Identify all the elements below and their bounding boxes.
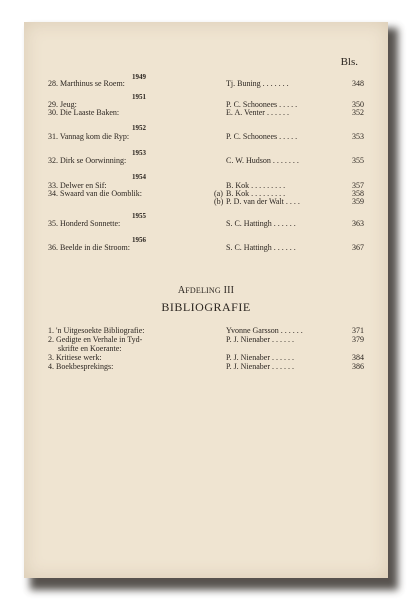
entry-author: C. W. Hudson . . . . . . .	[226, 156, 299, 165]
page-column-header: Bls.	[340, 56, 358, 68]
entry-page: 348	[352, 79, 364, 88]
entry-page: 350	[352, 100, 364, 109]
entry-title: 2. Gedigte en Verhale in Tyd-	[48, 335, 143, 344]
entry-title: 28. Marthinus se Roem:	[48, 79, 125, 88]
entry-page: 363	[352, 219, 364, 228]
entry-title: 32. Dirk se Oorwinning:	[48, 156, 127, 165]
entry-page: 352	[352, 108, 364, 117]
toc-entry	[48, 79, 364, 89]
entry-part-marker: (a)	[214, 189, 223, 198]
entry-title: 30. Die Laaste Baken:	[48, 108, 120, 117]
entry-author: P. J. Nienaber . . . . . .	[226, 353, 294, 362]
year-heading: 1951	[132, 93, 146, 101]
toc-entry	[48, 219, 364, 229]
entry-title: 36. Beelde in die Stroom:	[48, 243, 130, 252]
entry-author: Tj. Buning . . . . . . .	[226, 79, 289, 88]
entry-title: 1. 'n Uitgesoekte Bibliografie:	[48, 326, 145, 335]
entry-author: P. C. Schoonees . . . . .	[226, 132, 298, 141]
entry-author: E. A. Venter . . . . . .	[226, 108, 289, 117]
entry-title: 4. Boekbesprekings:	[48, 362, 114, 371]
entry-title: 3. Kritiese werk:	[48, 353, 102, 362]
toc-entry	[48, 108, 364, 118]
entry-page: 371	[352, 326, 364, 335]
year-heading: 1955	[132, 212, 146, 220]
entry-author: P. J. Nienaber . . . . . .	[226, 335, 294, 344]
entry-author: P. D. van der Walt . . . .	[226, 197, 300, 206]
entry-title: skrifte en Koerante:	[58, 344, 122, 353]
toc-entry	[48, 243, 364, 253]
entry-title: 35. Honderd Sonnette:	[48, 219, 121, 228]
section-title: BIBLIOGRAFIE	[161, 300, 251, 314]
entry-author: Yvonne Garsson . . . . . .	[226, 326, 303, 335]
entry-page: 386	[352, 362, 364, 371]
entry-page: 359	[352, 197, 364, 206]
section-label: AFDELING III	[177, 285, 235, 296]
entry-author: P. J. Nienaber . . . . . .	[226, 362, 294, 371]
entry-author: S. C. Hattingh . . . . . .	[226, 219, 296, 228]
year-heading: 1949	[132, 73, 146, 81]
toc-entry	[48, 156, 364, 166]
entry-page: 384	[352, 353, 364, 362]
entry-title: 34. Swaard van die Oomblik:	[48, 189, 142, 198]
toc-entry	[48, 132, 364, 142]
entry-title: 29. Jeug:	[48, 100, 77, 109]
year-heading: 1954	[132, 173, 146, 181]
toc-entry	[48, 197, 364, 207]
year-heading: 1956	[132, 236, 146, 244]
entry-page: 357	[352, 181, 364, 190]
entry-page: 355	[352, 156, 364, 165]
entry-page: 358	[352, 189, 364, 198]
year-heading: 1952	[132, 124, 146, 132]
entry-page: 353	[352, 132, 364, 141]
entry-title: 33. Delwer en Sif:	[48, 181, 107, 190]
entry-page: 367	[352, 243, 364, 252]
year-heading: 1953	[132, 149, 146, 157]
entry-page: 379	[352, 335, 364, 344]
entry-author: B. Kok . . . . . . . . .	[226, 189, 286, 198]
entry-author: S. C. Hattingh . . . . . .	[226, 243, 296, 252]
entry-part-marker: (b)	[214, 197, 224, 206]
entry-author: B. Kok . . . . . . . . .	[226, 181, 286, 190]
entry-title: 31. Vannag kom die Ryp:	[48, 132, 130, 141]
entry-author: P. C. Schoonees . . . . .	[226, 100, 298, 109]
book-page	[24, 22, 388, 578]
